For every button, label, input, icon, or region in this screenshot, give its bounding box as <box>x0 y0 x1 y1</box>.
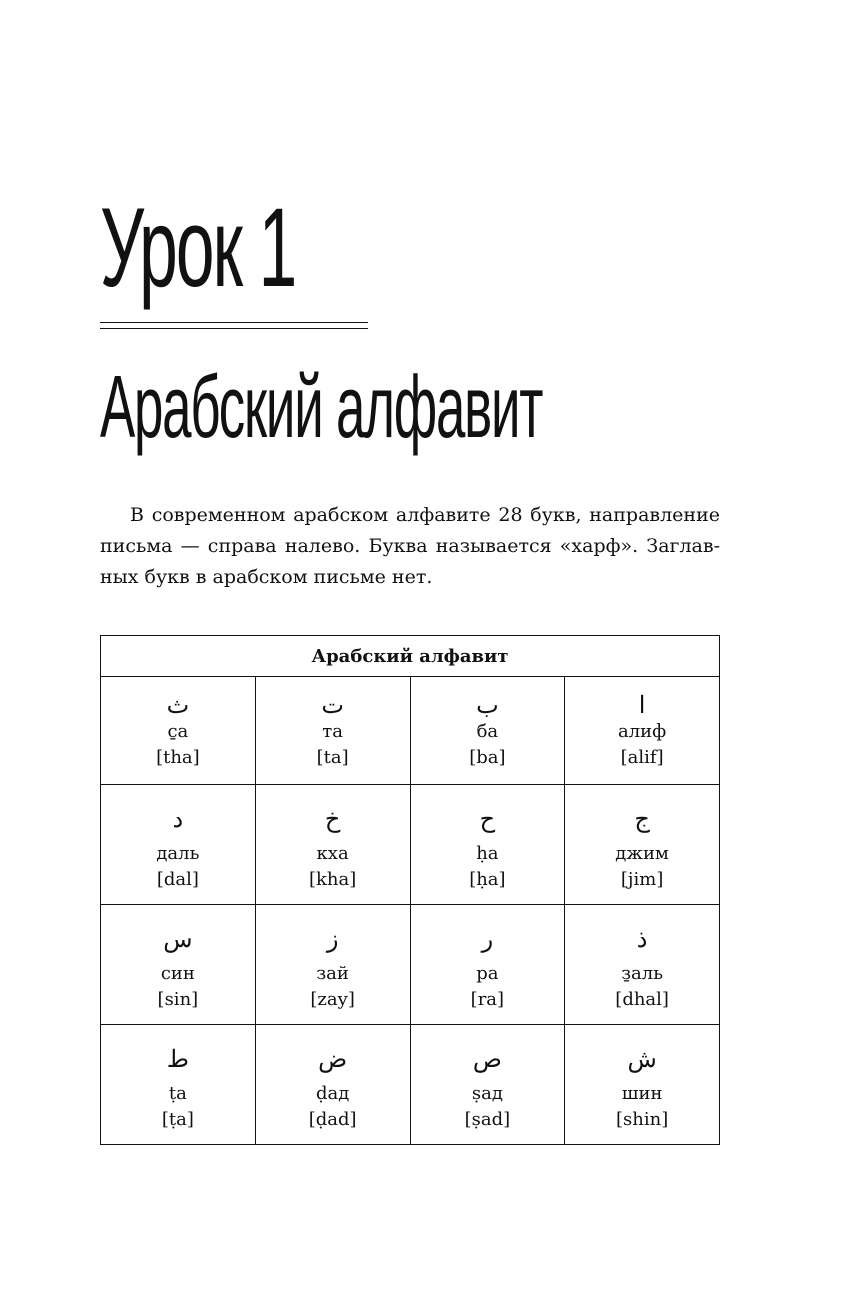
arabic-letter: ج <box>634 805 650 833</box>
letter-name: даль <box>156 843 200 864</box>
letter-transliteration: [dhal] <box>615 989 669 1010</box>
table-caption: Арабский алфавит <box>101 636 720 677</box>
alphabet-table <box>100 635 720 1145</box>
letter-name: джим <box>615 843 669 864</box>
arabic-letter: ت <box>321 691 344 719</box>
letter-cell <box>255 905 410 1025</box>
letter-transliteration: [ḥa] <box>469 869 506 890</box>
letter-cell <box>410 905 565 1025</box>
intro-line: письма — справа налево. Буква называется «харф». Заглав- <box>100 535 720 557</box>
title-rule-top <box>100 322 368 323</box>
intro-line: ных букв в арабском письме нет. <box>100 566 433 588</box>
letter-cell <box>101 905 256 1025</box>
letter-transliteration: [ta] <box>316 747 349 768</box>
arabic-letter: ث <box>166 691 190 719</box>
arabic-letter: ب <box>476 691 499 719</box>
letter-cell <box>565 785 720 905</box>
letter-name: зай <box>316 963 349 984</box>
letter-cell <box>410 1025 565 1145</box>
letter-cell <box>255 1025 410 1145</box>
letter-cell <box>101 785 256 905</box>
arabic-letter: ض <box>318 1045 348 1073</box>
letter-cell <box>410 677 565 785</box>
table-row <box>101 677 720 785</box>
arabic-letter: ر <box>481 925 494 953</box>
letter-transliteration: [ḍad] <box>308 1109 357 1130</box>
table-row <box>101 905 720 1025</box>
letter-transliteration: [sin] <box>157 989 199 1010</box>
chapter-title: Арабский алфавит <box>100 357 543 456</box>
letter-name: алиф <box>617 721 667 742</box>
arabic-letter: ص <box>472 1045 502 1073</box>
arabic-letter: خ <box>324 805 341 833</box>
letter-transliteration: [ṣad] <box>464 1109 511 1130</box>
letter-cell <box>565 1025 720 1145</box>
arabic-letter: ذ <box>636 925 648 953</box>
letter-name: ба <box>476 721 499 742</box>
arabic-letter: د <box>172 805 184 833</box>
letter-transliteration: [alif] <box>620 747 664 768</box>
intro-line: В современном арабском алфавите 28 букв, направление <box>130 504 720 526</box>
letter-name: шин <box>621 1083 663 1104</box>
letter-name: та <box>322 721 343 742</box>
arabic-letter: ز <box>326 925 339 953</box>
letter-cell <box>101 1025 256 1145</box>
letter-cell <box>255 677 410 785</box>
arabic-letter: ش <box>627 1045 657 1073</box>
letter-transliteration: [kha] <box>308 869 357 890</box>
letter-cell <box>255 785 410 905</box>
intro-paragraph <box>100 500 720 593</box>
arabic-letter: ح <box>479 805 496 833</box>
letter-transliteration: [tha] <box>156 747 200 768</box>
letter-transliteration: [ra] <box>470 989 505 1010</box>
letter-name: син <box>160 963 195 984</box>
lesson-title: Урок 1 <box>100 185 296 310</box>
letter-transliteration: [jim] <box>620 869 664 890</box>
arabic-letter: س <box>163 925 193 953</box>
table-header-row <box>101 636 720 677</box>
table-row <box>101 785 720 905</box>
letter-name: ṭа <box>168 1083 187 1104</box>
letter-name: ḍад <box>315 1083 350 1104</box>
letter-name: c̱а <box>167 721 189 742</box>
arabic-letter: ا <box>638 691 646 719</box>
letter-name: ḥа <box>476 843 499 864</box>
table-row <box>101 1025 720 1145</box>
letter-name: кха <box>316 843 349 864</box>
letter-name: ṣад <box>471 1083 503 1104</box>
letter-name: з̱аль <box>621 963 664 984</box>
letter-cell <box>565 677 720 785</box>
letter-transliteration: [ṭa] <box>161 1109 194 1130</box>
letter-transliteration: [zay] <box>310 989 355 1010</box>
letter-transliteration: [ba] <box>469 747 506 768</box>
letter-transliteration: [dal] <box>156 869 199 890</box>
letter-cell <box>565 905 720 1025</box>
arabic-letter: ط <box>166 1045 189 1073</box>
letter-transliteration: [shin] <box>616 1109 669 1130</box>
letter-cell <box>101 677 256 785</box>
letter-cell <box>410 785 565 905</box>
letter-name: ра <box>476 963 499 984</box>
title-rule-bottom <box>100 328 368 329</box>
